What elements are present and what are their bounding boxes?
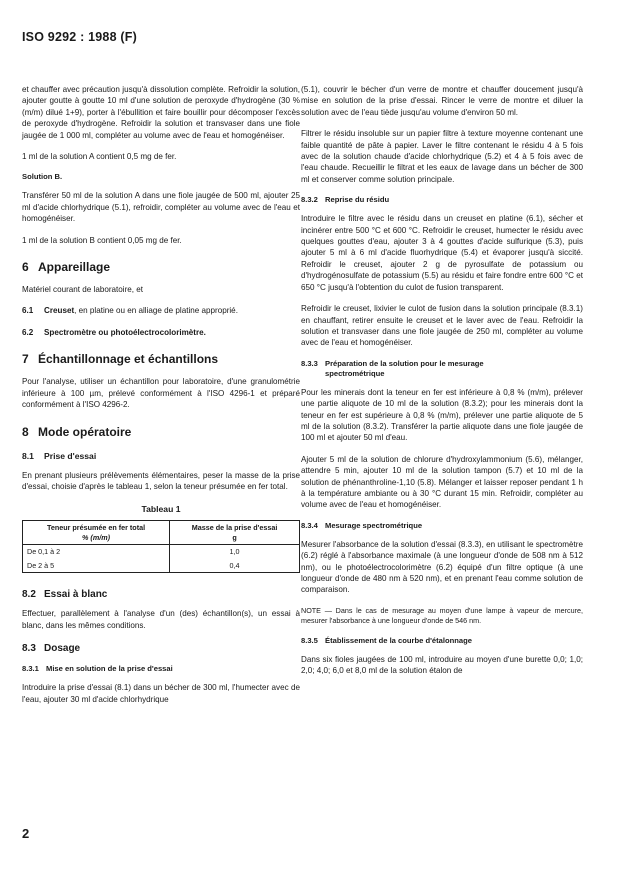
paragraph-8-3-2-b: Refroidir le creuset, lixivier le culot de fusion dans la solution principale (8.3.1) en chauffant, retirer ensuite le creuset et le laver avec de l'eau. Refroidir la solution et transvaser dans une fiole jaugée de 250 ml, compléter au volume avec de l'eau et homogénéiser. [301,304,583,348]
document-header: ISO 9292 : 1988 (F) [22,30,137,44]
paragraph-8-3-3-b: Ajouter 5 ml de la solution de chlorure d'hydroxylammonium (5.6), mélanger, attendre 5 min, ajouter 10 ml de la solution tampon (5.7) et 10 ml de la solution de phénanthroline-1,10 (5.8). Mélanger et laisser reposer pendant 1 h à la température ambiante ou à 30 °C durant 15 min. Refroidir, compléter au volume avec de l'eau et homogénéiser. [301,454,583,510]
section-8-3-2-heading [301,195,583,205]
section-title: Appareillage [38,260,111,275]
paragraph-intro: et chauffer avec précaution jusqu'à dissolution complète. Refroidir la solution, ajouter goutte à goutte 10 ml d'une solution de peroxyde d'hydrogène (30 % (m/m) dilué 1+9), porter à l'ébullition et faire bouillir pour décomposer l'excès de peroxyde d'hydrogène. Refroidir la solution et transvaser dans une fiole jaugée de 1 000 ml, compléter au volume avec de l'eau et homogénéiser. [22,85,300,140]
section-title: Préparation de la solution pour le mesurage [325,358,484,368]
section-title: Échantillonnage et échantillons [38,352,219,367]
term-text: , en platine ou en alliage de platine approprié. [74,306,238,316]
paragraph-6-2 [22,327,300,338]
section-8-3-5-heading [301,636,583,646]
paragraph-8-1: En prenant plusieurs prélèvements élémentaires, peser la masse de la prise d'essai, choisie d'après le tableau 1, selon la teneur présumée en fer total. [22,470,300,491]
page-number: 2 [22,826,30,841]
paragraph-solution-a: 1 ml de la solution A contient 0,5 mg de fer. [22,152,177,162]
table-header-iron-content: Teneur présumée en fer total % (m/m) [23,521,170,545]
table-cell-range: De 0,1 à 2 [23,545,170,559]
paragraph-8-2: Effectuer, parallèlement à l'analyse d'un (des) échantillon(s), un essai à blanc, dans les mêmes conditions. [22,609,300,630]
section-number: 6 [22,260,29,275]
section-number: 8.3.3 [301,358,318,368]
section-title: Reprise du résidu [325,195,390,205]
paragraph-8-3-1: Introduire la prise d'essai (8.1) dans un bécher de 300 ml, l'humecter avec de l'eau, ajouter 30 ml d'acide chlorhydrique [22,683,300,704]
table-caption: Tableau 1 [141,504,181,515]
section-8-3-3-heading [301,359,583,379]
section-8-3-4-heading [301,521,583,531]
paragraph-filter: Filtrer le résidu insoluble sur un papier filtre à texture moyenne contenant une faible quantité de pâte à papier. Laver le filtre contenant le résidu 4 à 5 fois avec de la solution chaude d'acide chlorhydrique (5.2) et 4 à 5 fois avec de l'eau chaude. Recueillir le filtrat et les eaux de lavage dans un bécher de 300 ml et conserver comme solution principale. [301,129,583,184]
section-8-3-1-heading [22,664,300,674]
section-number: 8.2 [22,589,36,601]
section-title: Essai à blanc [44,589,108,601]
section-number: 8 [22,424,29,439]
section-number: 8.3.1 [22,664,39,674]
paragraph-8-3-3-a: Pour les minerais dont la teneur en fer est inférieure à 0,8 % (m/m), prélever une partie aliquote de 10 ml de la solution (8.3.2); pour les minerais dont la teneur en fer est supérieure à 0,8 % (m/m), prélever une partie aliquote de 5 ml de la solution (8.3.2). Transférer la partie aliquote dans une fiole jaugée de 100 ml et ajouter 50 ml d'eau. [301,387,583,443]
table-row [23,559,300,573]
section-title: Mesurage spectrométrique [325,520,423,530]
paragraph-8-3-5: Dans six fioles jaugées de 100 ml, introduire au moyen d'une burette 0,0; 1,0; 2,0; 4,0; 6,0 et 8,0 ml de la solution étalon de [301,654,583,676]
paragraph-solution-b: Transférer 50 ml de la solution A dans une fiole jaugée de 500 ml, ajouter 25 ml d'acide chlorhydrique (5.1), refroidir, compléter au volume avec de l'eau et homogénéiser. [22,191,300,224]
section-8-heading [22,425,300,439]
section-number: 8.1 [22,450,34,461]
table-header-mass: Masse de la prise d'essai g [170,521,300,545]
table-row [23,545,300,559]
section-number: 8.3.5 [301,635,318,645]
paragraph-8-3-2-a: Introduire le filtre avec le résidu dans un creuset en platine (6.1), sécher et incinérer entre 500 °C et 600 °C. Refroidir le creuset, humecter le résidu avec quelques gouttes d'eau, ajouter 3 à 4 gouttes d'acide sulfurique (5.3), puis ajouter 5 ml à 6 ml d'acide fluorhydrique (5.4) et évaporer jusqu'à siccité. Refroidir le creuset, ajouter 2 g de pyrosulfate de potassium ou d'hydrogénosulfate de potassium (5.5) au résidu et faire fondre entre 600 °C et 650 °C jusqu'à l'obtention du culot de fusion transparent. [301,214,583,292]
table-cell-range: De 2 à 5 [23,559,170,573]
section-number: 8.3.2 [301,195,318,205]
section-8-2-heading [22,589,300,600]
section-number: 6.2 [22,327,34,337]
section-number: 6.1 [22,306,34,316]
table-cell-mass: 1,0 [170,545,300,559]
heading-solution-b: Solution B. [22,172,63,182]
section-8-1-heading [22,451,300,462]
term: Spectromètre ou photoélectrocolorimètre. [44,327,206,337]
paragraph-6-1 [22,305,300,316]
left-column [22,84,300,715]
paragraph-continuation: (5.1), couvrir le bécher d'un verre de montre et chauffer doucement jusqu'à mise en solution de la prise d'essai. Rincer le verre de montre et diluer la solution avec de l'eau tiède jusqu'au volume d'environ 50 ml. [301,85,583,117]
section-number: 8.3.4 [301,520,318,530]
paragraph-section-7: Pour l'analyse, utiliser un échantillon pour laboratoire, d'une granulométrie inférieure à 100 µm, prélevé conformément à l'ISO 4296-1 et préparé conformément à l'ISO 4296-2. [22,377,300,410]
section-6-heading [22,260,300,274]
section-title: Établissement de la courbe d'étalonnage [325,635,472,645]
section-number: 7 [22,352,29,367]
section-8-3-heading [22,643,300,654]
table-1 [22,520,300,573]
section-title: Mode opératoire [38,424,132,439]
section-title-cont: spectrométrique [325,368,385,378]
section-title: Dosage [44,643,81,655]
note: NOTE — Dans le cas de mesurage au moyen d'une lampe à vapeur de mercure, mesurer l'absorbance à une longueur d'onde de 546 nm. [301,605,583,625]
section-number: 8.3 [22,643,36,655]
section-title: Prise d'essai [44,450,97,461]
paragraph-section-6: Matériel courant de laboratoire, et [22,285,144,295]
right-column [301,84,583,687]
term: Creuset [44,306,75,316]
table-cell-mass: 0,4 [170,559,300,573]
section-title: Mise en solution de la prise d'essai [46,664,173,674]
section-7-heading [22,352,300,366]
paragraph-solution-b-content: 1 ml de la solution B contient 0,05 mg de fer. [22,235,182,245]
paragraph-8-3-4: Mesurer l'absorbance de la solution d'essai (8.3.3), en utilisant le spectromètre (6.2) réglé à l'absorbance maximale (à une longueur d'onde de 508 nm à 512 nm), ou le photoélectrocolorimètre (6.2) équipé d'un filtre optique (à une longueur d'onde de 480 nm à 520 nm), et en prenant l'eau comme solution de comparaison. [301,539,583,595]
